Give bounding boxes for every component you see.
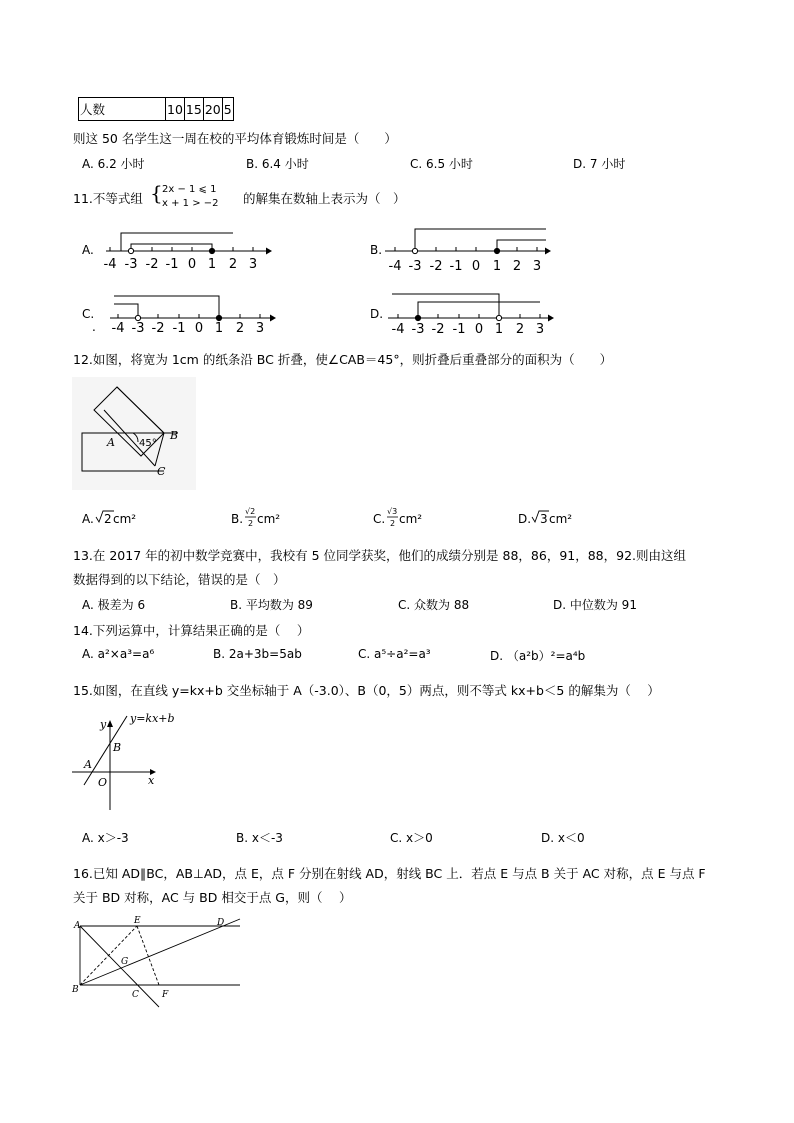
tick-label: -3 — [408, 259, 422, 274]
q12-option-b-den: 2 — [248, 519, 254, 528]
number-line-b — [385, 229, 551, 274]
point-d: D — [217, 918, 225, 928]
q12-option-b-num: √2 — [245, 507, 256, 516]
point-c: C — [132, 990, 139, 1000]
tick-label: 2 — [228, 257, 238, 272]
q11-inequality-1: 2x − 1 ⩽ 1 — [162, 184, 217, 195]
table-cell: 15 — [184, 98, 203, 121]
q16-text-line2: 关于 BD 对称，AC 与 BD 相交于点 G，则（ ） — [73, 890, 352, 905]
tick-label: -4 — [111, 321, 125, 336]
point-a: A — [74, 921, 81, 931]
q13-option-c: C. 众数为 88 — [398, 598, 470, 612]
q12-option-a-root: 2 — [104, 512, 112, 526]
label-b: B — [170, 429, 179, 442]
tick-label: -2 — [429, 259, 443, 274]
number-line-a — [104, 233, 272, 272]
q11-suffix: 的解集在数轴上表示为（ ） — [243, 191, 406, 206]
q11-option-d-label: D. — [370, 307, 384, 321]
angle-label: 45° — [139, 438, 157, 449]
q13-text-line1: 13.在 2017 年的初中数学竞赛中，我校有 5 位同学获奖，他们的成绩分别是 88，86，91，88，92.则由这组 — [73, 548, 687, 563]
q10-text: 则这 50 名学生这一周在校的平均体育锻炼时间是（ ） — [73, 131, 397, 146]
tick-label: -4 — [391, 322, 405, 337]
q12-option-c-num: √3 — [387, 507, 398, 516]
label-a: A — [107, 436, 115, 449]
q14-option-a: A. a²×a³=a⁶ — [82, 647, 155, 661]
tick-label: 3 — [532, 259, 542, 274]
point-b: B — [72, 985, 79, 995]
q14-text: 14.下列运算中，计算结果正确的是（ ） — [73, 623, 310, 638]
tick-label: 0 — [474, 322, 484, 337]
tick-label: -1 — [452, 322, 466, 337]
q10-option-a: A. 6.2 小时 — [82, 157, 145, 171]
q13-option-d: D. 中位数为 91 — [553, 598, 637, 612]
tick-label: 1 — [214, 321, 224, 336]
q11-option-c-dot: . — [92, 320, 96, 334]
tick-label: -2 — [145, 257, 159, 272]
q12-fold-figure — [72, 377, 196, 490]
system-brace: { — [150, 181, 163, 205]
number-line-d — [388, 294, 554, 337]
q12-option-d-unit: cm² — [549, 512, 573, 526]
q16-geometry-figure — [71, 916, 240, 1007]
point-b-label: B — [113, 741, 122, 754]
table-label: 人数 — [79, 98, 166, 121]
q12-option-c-den: 2 — [390, 519, 396, 528]
tick-label: -3 — [124, 257, 138, 272]
number-line-c — [110, 296, 276, 336]
q10-option-d: D. 7 小时 — [573, 157, 626, 171]
graph-equation: y=kx+b — [130, 712, 175, 725]
q11-option-a-label: A. — [82, 243, 94, 257]
q11-option-b-label: B. — [370, 243, 383, 257]
x-axis-label: x — [148, 774, 155, 787]
q12-option-d: D. — [518, 512, 532, 526]
tick-label: 2 — [515, 322, 525, 337]
label-c: C — [157, 465, 166, 478]
q11-inequality-2: x + 1 > −2 — [162, 198, 219, 209]
table-cell: 5 — [222, 98, 233, 121]
q15-option-b: B. x＜-3 — [236, 831, 283, 845]
q11-option-c-label: C. — [82, 307, 95, 321]
point-e: E — [134, 916, 141, 926]
tick-label: -4 — [388, 259, 402, 274]
point-g: G — [121, 957, 129, 967]
tick-label: 0 — [194, 321, 204, 336]
tick-label: -1 — [449, 259, 463, 274]
tick-label: 0 — [471, 259, 481, 274]
q12-text: 12.如图，将宽为 1cm 的纸条沿 BC 折叠，使∠CAB＝45°，则折叠后重叠部分的面积为（ ） — [73, 352, 613, 367]
tick-label: -4 — [103, 257, 117, 272]
tick-label: -3 — [411, 322, 425, 337]
q12-option-b-unit: cm² — [257, 512, 281, 526]
tick-label: 3 — [248, 257, 258, 272]
tick-label: -3 — [131, 321, 145, 336]
point-a-label: A — [84, 758, 92, 771]
q12-option-c-unit: cm² — [399, 512, 423, 526]
q15-text: 15.如图，在直线 y=kx+b 交坐标轴于 A（-3.0）、B（0，5）两点，则不等式 kx+b＜5 的解集为（ ） — [73, 683, 660, 698]
tick-label: 3 — [535, 322, 545, 337]
q10-option-b: B. 6.4 小时 — [246, 157, 309, 171]
tick-label: -1 — [172, 321, 186, 336]
q12-option-d-root: 3 — [540, 512, 548, 526]
q13-option-a: A. 极差为 6 — [82, 598, 146, 612]
q15-option-a: A. x＞-3 — [82, 831, 129, 845]
q12-options — [82, 507, 572, 528]
q12-option-b: B. — [231, 512, 244, 526]
tick-label: -2 — [431, 322, 445, 337]
q12-option-a-unit: cm² — [113, 512, 137, 526]
q15-option-c: C. x＞0 — [390, 831, 433, 845]
q14-option-d: D. （a²b）²=a⁴b — [490, 649, 586, 663]
tick-label: 1 — [494, 322, 504, 337]
q12-option-a: A. — [82, 512, 94, 526]
origin-label: O — [98, 776, 108, 789]
tick-label: 1 — [492, 259, 502, 274]
y-axis-label: y — [100, 718, 107, 731]
tick-label: 2 — [235, 321, 245, 336]
point-f: F — [162, 990, 169, 1000]
q12-option-c: C. — [373, 512, 386, 526]
tick-label: -1 — [165, 257, 179, 272]
q10-option-c: C. 6.5 小时 — [410, 157, 473, 171]
q15-line-graph — [72, 712, 175, 810]
tick-label: 0 — [187, 257, 197, 272]
q15-option-d: D. x＜0 — [541, 831, 585, 845]
tick-label: -2 — [151, 321, 165, 336]
q14-option-b: B. 2a+3b=5ab — [213, 647, 302, 661]
table-cell: 20 — [203, 98, 222, 121]
q13-text-line2: 数据得到的以下结论，错误的是（ ） — [73, 572, 286, 587]
tick-label: 2 — [512, 259, 522, 274]
tick-label: 3 — [255, 321, 265, 336]
q13-option-b: B. 平均数为 89 — [230, 598, 313, 612]
q11-prefix: 11.不等式组 — [73, 191, 143, 206]
q14-option-c: C. a⁵÷a²=a³ — [358, 647, 431, 661]
q16-text-line1: 16.已知 AD∥BC，AB⊥AD，点 E，点 F 分别在射线 AD，射线 BC 上．若点 E 与点 B 关于 AC 对称，点 E 与点 F — [73, 866, 706, 881]
table-cell: 10 — [166, 98, 185, 121]
tick-label: 1 — [207, 257, 217, 272]
